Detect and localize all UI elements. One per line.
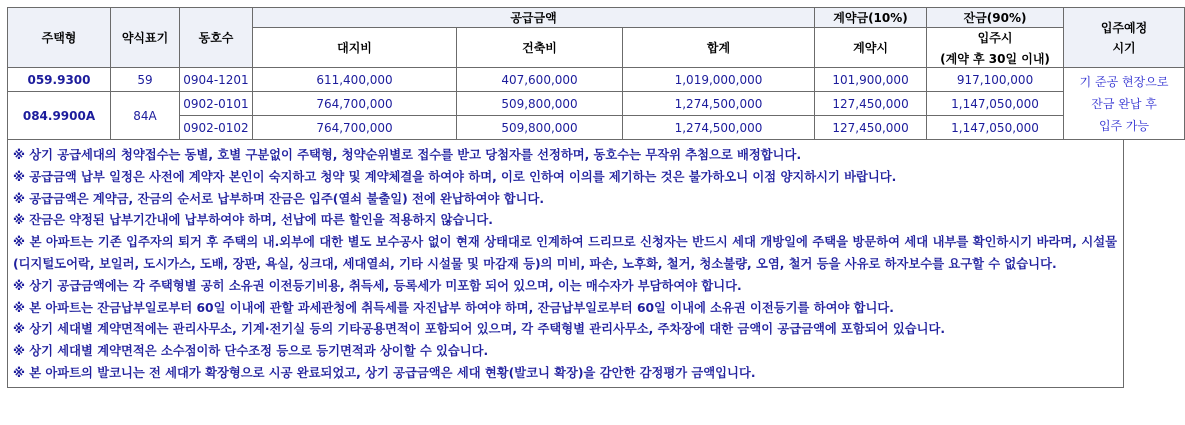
cell-total: 1,274,500,000 [623,92,815,116]
note-item: ※ 상기 공급세대의 청약접수는 동별, 호별 구분없이 주택형, 청약순위별로 접수를 받고 당첨자를 선정하며, 동호수는 무작위 추첨으로 배정합니다. [13,148,802,162]
header-balance-sub [927,28,1064,68]
header-balance-sub-line2: (계약 후 30일 이내) [940,51,1050,66]
cell-total: 1,274,500,000 [623,116,815,140]
header-deposit: 계약금(10%) [815,8,927,28]
cell-land: 764,700,000 [253,92,457,116]
move-in-line2: 잔금 완납 후 [1091,96,1157,111]
header-abbr: 약식표기 [111,8,180,68]
table-row [8,68,1185,92]
cell-abbr: 59 [111,68,180,92]
header-total: 합계 [623,28,815,68]
cell-abbr: 84A [111,92,180,140]
note-item: ※ 상기 공급금액에는 각 주택형별 공히 소유권 이전등기비용, 취득세, 등록세가 미포함 되어 있으며, 이는 매수자가 부담하여야 합니다. [13,278,742,293]
header-move-in-line1: 입주예정 [1100,21,1148,35]
table-row [8,92,1185,116]
cell-land: 611,400,000 [253,68,457,92]
header-type: 주택형 [8,8,111,68]
cell-unit: 0902-0101 [180,92,253,116]
header-deposit-sub: 계약시 [815,28,927,68]
cell-building: 509,800,000 [457,116,623,140]
cell-total: 1,019,000,000 [623,68,815,92]
header-move-in-line2: 시기 [1112,41,1136,55]
header-move-in [1064,8,1185,68]
header-balance-sub-line1: 입주시 [977,30,1013,45]
cell-type: 059.9300 [8,68,111,92]
note-item: ※ 잔금은 약정된 납부기간내에 납부하여야 하며, 선납에 따른 할인을 적용하지 않습니다. [13,213,493,228]
cell-deposit: 101,900,000 [815,68,927,92]
note-item: ※ 본 아파트의 발코니는 전 세대가 확장형으로 시공 완료되었고, 상기 공급금액은 세대 현황(발코니 확장)을 감안한 감정평가 금액입니다. [13,365,756,380]
move-in-line3: 입주 가능 [1098,118,1150,133]
cell-type: 084.9900A [8,92,111,140]
cell-move-in [1064,68,1185,140]
cell-balance: 917,100,000 [927,68,1064,92]
header-land: 대지비 [253,28,457,68]
cell-unit: 0902-0102 [180,116,253,140]
table-row [8,116,1185,140]
move-in-line1: 기 준공 현장으로 [1079,74,1169,89]
note-item: ※ 상기 세대별 계약면적은 소수점이하 단수조정 등으로 등기면적과 상이할 수 있습니다. [13,344,489,359]
cell-unit: 0904-1201 [180,68,253,92]
cell-building: 509,800,000 [457,92,623,116]
note-item: ※ 본 아파트는 잔금납부일로부터 60일 이내에 관할 과세관청에 취득세를 자진납부 하여야 하며, 잔금납부일로부터 60일 이내에 소유권 이전등기를 하여야 합니다. [13,300,894,315]
header-unit: 동호수 [180,8,253,68]
cell-deposit: 127,450,000 [815,92,927,116]
note-item: ※ 공급금액 납부 일정은 사전에 계약자 본인이 숙지하고 청약 및 계약체결을 하여야 하며, 이로 인하여 이의를 제기하는 것은 불가하오니 이점 양지하시기 바랍니다. [13,169,897,184]
cell-building: 407,600,000 [457,68,623,92]
header-supply-price: 공급금액 [253,8,815,28]
header-building: 건축비 [457,28,623,68]
cell-balance: 1,147,050,000 [927,92,1064,116]
supply-price-table [7,7,1185,140]
notes-box [7,140,1124,388]
note-item: ※ 상기 세대별 계약면적에는 관리사무소, 기계·전기실 등의 기타공용면적이 포함되어 있으며, 각 주택형별 관리사무소, 주차장에 대한 금액이 공급금액에 포함되어 있습니다. [13,322,946,337]
header-balance: 잔금(90%) [927,8,1064,28]
cell-deposit: 127,450,000 [815,116,927,140]
note-item: ※ 공급금액은 계약금, 잔금의 순서로 납부하며 잔금은 입주(열쇠 불출일) 전에 완납하여야 합니다. [13,191,545,206]
cell-balance: 1,147,050,000 [927,116,1064,140]
supply-price-document [7,7,1169,388]
cell-land: 764,700,000 [253,116,457,140]
note-item: ※ 본 아파트는 기존 입주자의 퇴거 후 주택의 내.외부에 대한 별도 보수공사 없이 현재 상태대로 인계하여 드리므로 신청자는 반드시 세대 개방일에 주택을 방문하여 세대 내부를 확인하시기 바라며, 시설물(디지털도어락, 보일러, 도시가스, 도배, 장판, 욕실, 싱크대, 세대열쇠, 기타 시설물 및 마감재 등)의 미비, 파손, 노후화, 철거, 청소불량, 오염, 철거 등을 사유로 하자보수를 요구할 수 없습니다. [13,235,1117,271]
